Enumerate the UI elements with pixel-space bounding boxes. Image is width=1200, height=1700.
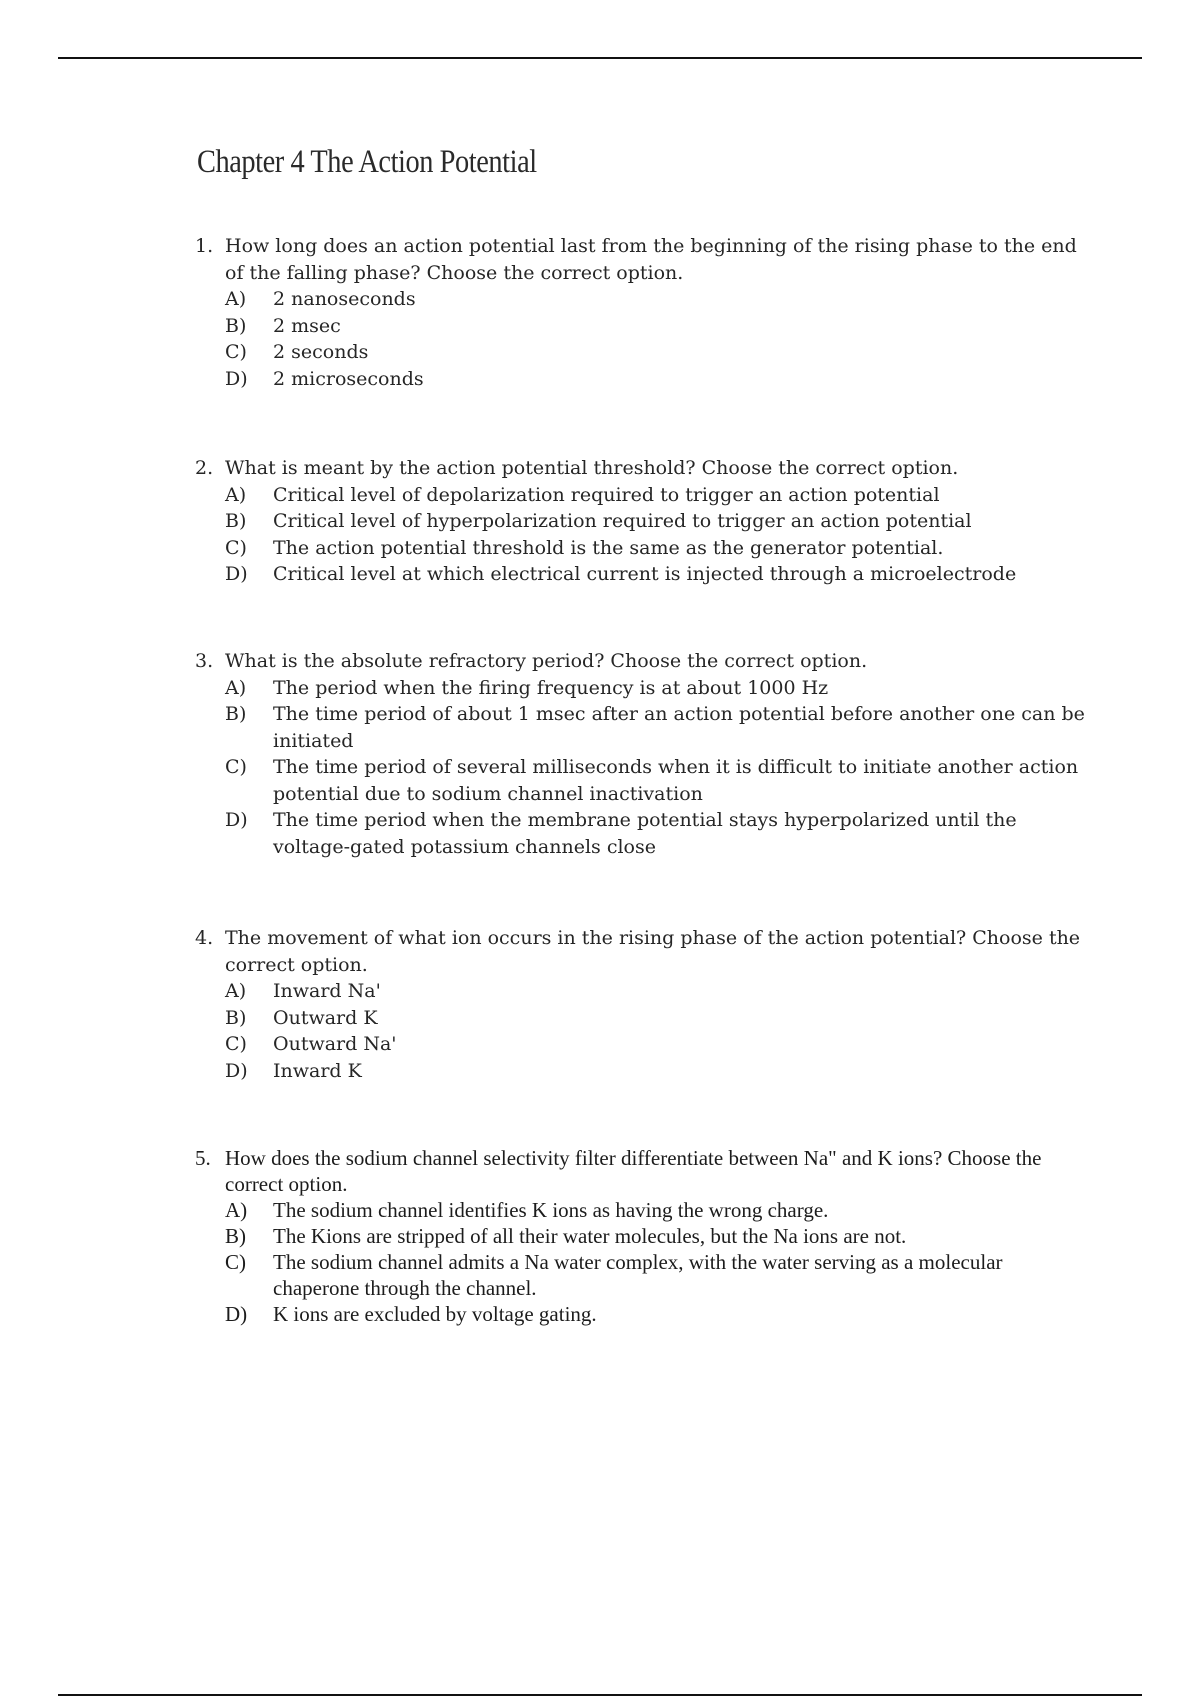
option-b	[225, 508, 1085, 535]
option-c	[225, 1031, 1085, 1058]
option-text: The time period when the membrane potential stays hyperpolarized until the voltage-gated potassium channels close	[273, 809, 1017, 858]
option-letter: B)	[225, 510, 247, 532]
question-4	[195, 925, 1085, 1084]
question-text: What is the absolute refractory period? Choose the correct option.	[225, 650, 868, 672]
page-title: Chapter 4 The Action Potential	[197, 144, 537, 180]
option-text: The Kions are stripped of all their water molecules, but the Na ions are not.	[273, 1224, 907, 1248]
option-letter: D)	[225, 1059, 248, 1082]
option-c	[225, 339, 1085, 366]
bottom-rule	[58, 1694, 1142, 1696]
question-text: What is meant by the action potential threshold? Choose the correct option.	[225, 457, 959, 479]
option-letter: B)	[225, 1224, 246, 1248]
option-d	[225, 561, 1085, 588]
option-text: 2 nanoseconds	[273, 288, 416, 310]
option-text: Critical level at which electrical current is injected through a microelectrode	[273, 563, 1017, 585]
question-2	[195, 455, 1085, 588]
option-text: 2 seconds	[273, 341, 369, 363]
option-a	[225, 286, 1085, 313]
option-text: K ions are excluded by voltage gating.	[273, 1302, 597, 1326]
option-letter: C)	[225, 756, 247, 778]
option-letter: D)	[225, 563, 248, 585]
option-text: The action potential threshold is the same as the generator potential.	[273, 536, 944, 559]
option-text: Outward K	[273, 1006, 378, 1029]
option-a	[225, 482, 1085, 509]
option-text: Outward Na'	[273, 1033, 397, 1055]
option-text: Inward Na'	[273, 980, 381, 1002]
question-number: 4.	[195, 927, 214, 949]
question-text: The movement of what ion occurs in the rising phase of the action potential? Choose the correct option.	[225, 927, 1081, 976]
option-letter: A)	[225, 288, 247, 310]
option-text: Critical level of hyperpolarization required to trigger an action potential	[273, 510, 972, 532]
option-c	[225, 1249, 1085, 1301]
option-letter: B)	[225, 1006, 247, 1029]
option-letter: B)	[225, 314, 247, 337]
option-letter: A)	[225, 1198, 248, 1222]
option-text: 2 microseconds	[273, 367, 424, 390]
question-number: 2.	[195, 457, 214, 479]
option-text: The sodium channel identifies K ions as having the wrong charge.	[273, 1198, 829, 1222]
option-b	[225, 701, 1085, 754]
option-text: Critical level of depolarization required to trigger an action potential	[273, 483, 940, 506]
option-a	[225, 978, 1085, 1005]
option-a	[225, 1197, 1085, 1223]
question-number: 5.	[195, 1146, 211, 1170]
option-b	[225, 1223, 1085, 1249]
option-letter: A)	[225, 980, 247, 1002]
option-d	[225, 1058, 1085, 1085]
option-d	[225, 366, 1085, 393]
option-b	[225, 1005, 1085, 1032]
option-letter: C)	[225, 1250, 246, 1274]
option-d	[225, 807, 1085, 860]
option-letter: A)	[225, 676, 247, 699]
option-letter: D)	[225, 809, 248, 831]
option-letter: D)	[225, 367, 248, 390]
option-letter: D)	[225, 1302, 248, 1326]
option-text: The time period of several milliseconds when it is difficult to initiate another action potential due to sodium channel inactivation	[273, 756, 1079, 805]
option-d	[225, 1301, 1085, 1327]
option-text: The sodium channel admits a Na water complex, with the water serving as a molecular chaperone through the channel.	[273, 1250, 1003, 1300]
option-a	[225, 675, 1085, 702]
option-letter: B)	[225, 703, 247, 725]
question-3	[195, 648, 1085, 860]
option-c	[225, 754, 1085, 807]
question-5	[195, 1145, 1085, 1327]
question-number: 1.	[195, 235, 214, 257]
option-b	[225, 313, 1085, 340]
question-number: 3.	[195, 650, 214, 672]
option-text: The period when the firing frequency is at about 1000 Hz	[273, 676, 829, 699]
option-c	[225, 535, 1085, 562]
question-text: How long does an action potential last from the beginning of the rising phase to the end of the falling phase? Choose the correct option.	[225, 235, 1077, 284]
top-rule	[58, 57, 1142, 59]
option-letter: C)	[225, 536, 247, 559]
option-text: The time period of about 1 msec after an action potential before another one can be initiated	[273, 703, 1085, 752]
question-1	[195, 233, 1085, 392]
option-text: Inward K	[273, 1059, 362, 1082]
option-letter: C)	[225, 1033, 247, 1055]
question-text: How does the sodium channel selectivity filter differentiate between Na" and K ions? Choose the correct option.	[225, 1146, 1042, 1196]
option-letter: C)	[225, 341, 247, 363]
option-letter: A)	[225, 483, 247, 506]
option-text: 2 msec	[273, 314, 341, 337]
